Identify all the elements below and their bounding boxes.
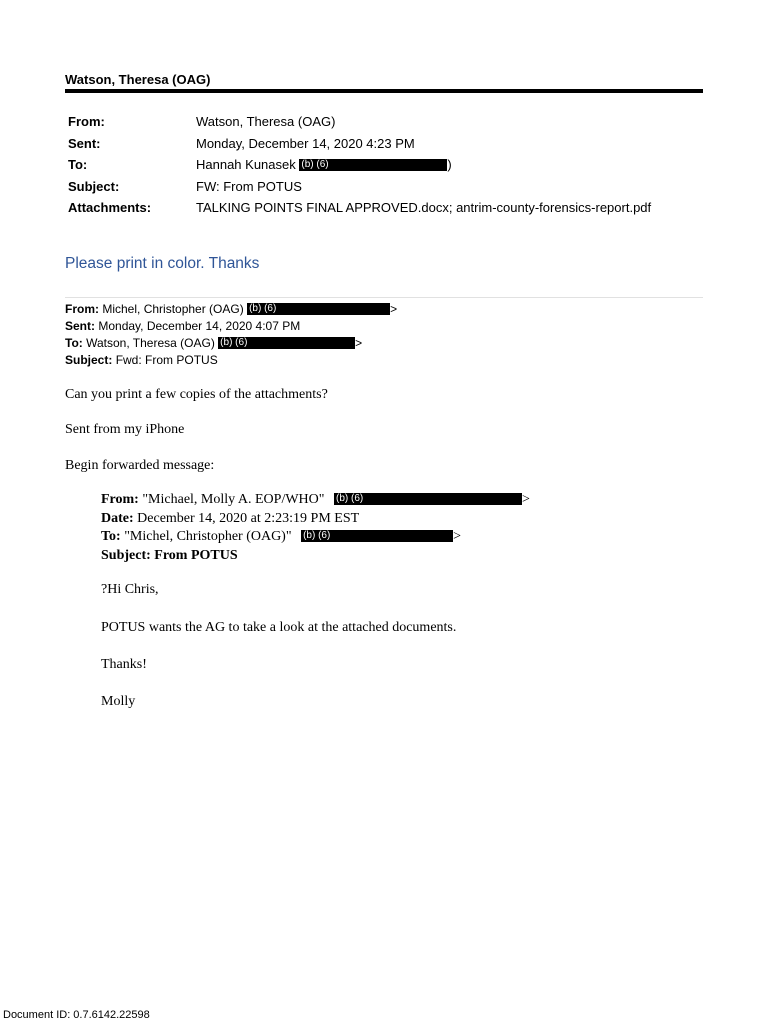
forward2-subject-label: Subject:: [101, 547, 151, 563]
forward2-to-close: >: [453, 529, 461, 545]
forward1-header: [65, 301, 397, 369]
header-sent-value: Monday, December 14, 2020 4:23 PM: [196, 135, 415, 151]
header-subject-label: Subject:: [68, 178, 120, 194]
body-greeting: ?Hi Chris,: [101, 582, 159, 597]
forward1-to-value: Watson, Theresa (OAG): [86, 336, 215, 350]
header-attachments-value: TALKING POINTS FINAL APPROVED.docx; antrim-county-forensics-report.pdf: [196, 200, 652, 215]
forward2-from-row: [101, 491, 530, 510]
forward2-date-label: Date:: [101, 510, 134, 526]
forward2-to-row: [101, 528, 530, 547]
forward1-sent-row: [65, 318, 397, 335]
body-signature: Molly: [101, 694, 136, 709]
forward2-to-value: "Michel, Christopher (OAG)": [124, 529, 292, 545]
forward2-subject-row: [101, 547, 530, 566]
redaction-box: (b) (6): [301, 530, 453, 542]
page-title: Watson, Theresa (OAG): [65, 72, 211, 87]
forward1-to-close: >: [355, 336, 363, 350]
header-to-value: [196, 154, 698, 176]
redaction-box: (b) (6): [299, 159, 447, 171]
forward1-from-label: From:: [65, 302, 99, 316]
forward1-sent-label: Sent:: [65, 319, 95, 333]
forward1-to-label: To:: [65, 336, 83, 350]
forward2-header: [101, 491, 530, 565]
forward1-from-close: >: [390, 302, 398, 316]
body-thanks: Thanks!: [101, 657, 147, 672]
header-to-name: Hannah Kunasek: [196, 157, 296, 172]
forward1-sent-value: Monday, December 14, 2020 4:07 PM: [98, 319, 301, 333]
forward1-subject-value: Fwd: From POTUS: [115, 353, 218, 367]
forward1-from-row: [65, 301, 397, 318]
redaction-box: (b) (6): [247, 303, 390, 315]
forward1-subject-label: Subject:: [65, 353, 113, 367]
header-attachments-row: [68, 197, 698, 219]
body-message: POTUS wants the AG to take a look at the attached documents.: [101, 620, 457, 635]
title-rule: [65, 89, 703, 93]
forward2-to-label: To:: [101, 529, 121, 545]
header-subject-row: [68, 176, 698, 198]
header-to-label: To:: [68, 157, 88, 172]
forward2-from-close: >: [521, 492, 530, 507]
header-to-close: ): [447, 157, 452, 172]
header-from-row: [68, 111, 698, 133]
document-id: Document ID: 0.7.6142.22598: [3, 1009, 150, 1021]
email-header: [68, 111, 698, 219]
forward2-date-value: December 14, 2020 at 2:23:19 PM EST: [137, 510, 360, 526]
header-to-row: [68, 154, 698, 176]
redaction-box: (b) (6): [218, 337, 355, 349]
header-from-label: From:: [68, 114, 105, 129]
forward1-from-value: Michel, Christopher (OAG): [102, 302, 244, 316]
redaction-box: (b) (6): [334, 493, 522, 505]
divider: [65, 297, 703, 298]
forward2-from-value: "Michael, Molly A. EOP/WHO": [142, 492, 325, 507]
header-sent-row: [68, 133, 698, 155]
forward1-subject-row: [65, 352, 397, 369]
body-line: Begin forwarded message:: [65, 458, 215, 473]
header-attachments-label: Attachments:: [68, 200, 152, 215]
forward2-subject-value: From POTUS: [154, 547, 238, 563]
forward2-from-label: From:: [101, 492, 139, 507]
header-sent-label: Sent:: [68, 135, 101, 151]
header-subject-value: FW: From POTUS: [196, 178, 302, 194]
body-line: Can you print a few copies of the attachments?: [65, 387, 328, 402]
body-line: Sent from my iPhone: [65, 422, 185, 437]
print-note: Please print in color. Thanks: [65, 255, 260, 272]
header-from-value: Watson, Theresa (OAG): [196, 114, 336, 129]
forward1-to-row: [65, 335, 397, 352]
forward2-date-row: [101, 510, 530, 529]
